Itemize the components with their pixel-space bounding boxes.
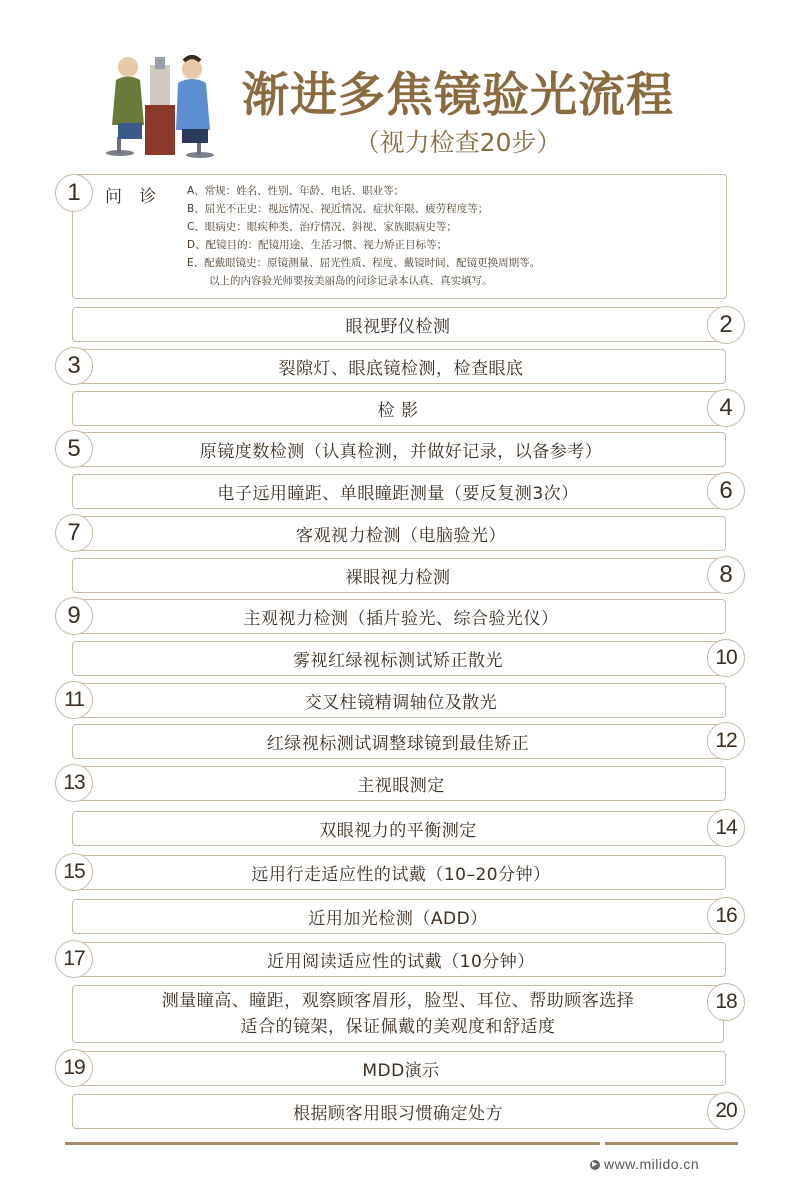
step-number: 1: [55, 174, 93, 212]
step-box: 交叉柱镜精调轴位及散光: [76, 683, 726, 718]
step-box: 近用阅读适应性的试戴（10分钟）: [76, 942, 726, 977]
step-box: 远用行走适应性的试戴（10–20分钟）: [76, 855, 726, 890]
step-text-line: 适合的镜架，保证佩戴的美观度和舒适度: [240, 1017, 556, 1037]
step-box: 裸眼视力检测: [72, 558, 724, 593]
website-url: www.milido.cn: [604, 1156, 700, 1172]
step-box: 客观视力检测（电脑验光）: [76, 516, 726, 551]
footer-rule-short: [605, 1142, 738, 1145]
step-box: [72, 985, 724, 1043]
step-number: 20: [707, 1092, 745, 1130]
detail-line: D、配镜目的：配镜用途、生活习惯、视力矫正目标等；: [187, 239, 448, 251]
step-box: 雾视红绿视标测试矫正散光: [72, 641, 724, 676]
step-box: 裂隙灯、眼底镜检测，检查眼底: [76, 349, 726, 384]
detail-line: B、屈光不正史：视远情况、视近情况、症状年限、疲劳程度等；: [187, 203, 489, 215]
step-1-label: 问 诊: [105, 187, 163, 207]
step-number: 18: [707, 983, 745, 1021]
detail-line: E、配戴眼镜史：原镜测量、屈光性质、程度、戴镜时间、配镜更换周期等。: [187, 257, 541, 269]
detail-line: C、眼病史：眼疾种类、治疗情况、斜视、家族眼病史等；: [187, 221, 457, 233]
step-number: 9: [55, 597, 93, 635]
step-number: 8: [707, 556, 745, 594]
step-box: 双眼视力的平衡测定: [72, 811, 724, 846]
step-number: 13: [55, 764, 93, 802]
play-circle-icon: ▶: [590, 1160, 600, 1170]
step-box: MDD演示: [76, 1051, 726, 1086]
step-number: 4: [707, 389, 745, 427]
website-link[interactable]: [590, 1156, 699, 1172]
step-box: 主视眼测定: [76, 766, 726, 801]
step-number: 6: [707, 472, 745, 510]
step-number: 19: [55, 1049, 93, 1087]
step-number: 17: [55, 940, 93, 978]
detail-line: A、常规：姓名、性别、年龄、电话、职业等；: [187, 185, 405, 197]
footer-rule: [65, 1142, 600, 1145]
step-number: 3: [55, 347, 93, 385]
step-number: 11: [55, 681, 93, 719]
step-number: 5: [55, 430, 93, 468]
detail-note: 以上的内容验光师要按美丽岛的问诊记录本认真、真实填写。: [209, 275, 493, 287]
step-box: 红绿视标测试调整球镜到最佳矫正: [72, 724, 724, 759]
optometrist-illustration: [100, 45, 225, 163]
step-box: 原镜度数检测（认真检测，并做好记录，以备参考）: [76, 432, 726, 467]
step-number: 10: [707, 639, 745, 677]
page-subtitle: （视力检查20步）: [354, 128, 562, 157]
step-number: 16: [707, 897, 745, 935]
page-title: 渐进多焦镜验光流程: [242, 68, 674, 123]
step-number: 14: [707, 809, 745, 847]
step-number: 2: [707, 306, 745, 344]
step-box: 近用加光检测（ADD）: [72, 899, 724, 934]
step-text-line: 测量瞳高、瞳距，观察顾客眉形，脸型、耳位、帮助顾客选择: [161, 991, 635, 1011]
step-box: 眼视野仪检测: [72, 307, 724, 342]
step-box: 电子远用瞳距、单眼瞳距测量（要反复测3次）: [72, 474, 724, 509]
step-1-details: [187, 182, 722, 290]
step-box: 检 影: [72, 391, 724, 426]
step-number: 7: [55, 514, 93, 552]
step-box: 根据顾客用眼习惯确定处方: [72, 1094, 724, 1129]
step-number: 12: [707, 722, 745, 760]
step-number: 15: [55, 853, 93, 891]
step-box: 主观视力检测（插片验光、综合验光仪）: [76, 599, 726, 634]
